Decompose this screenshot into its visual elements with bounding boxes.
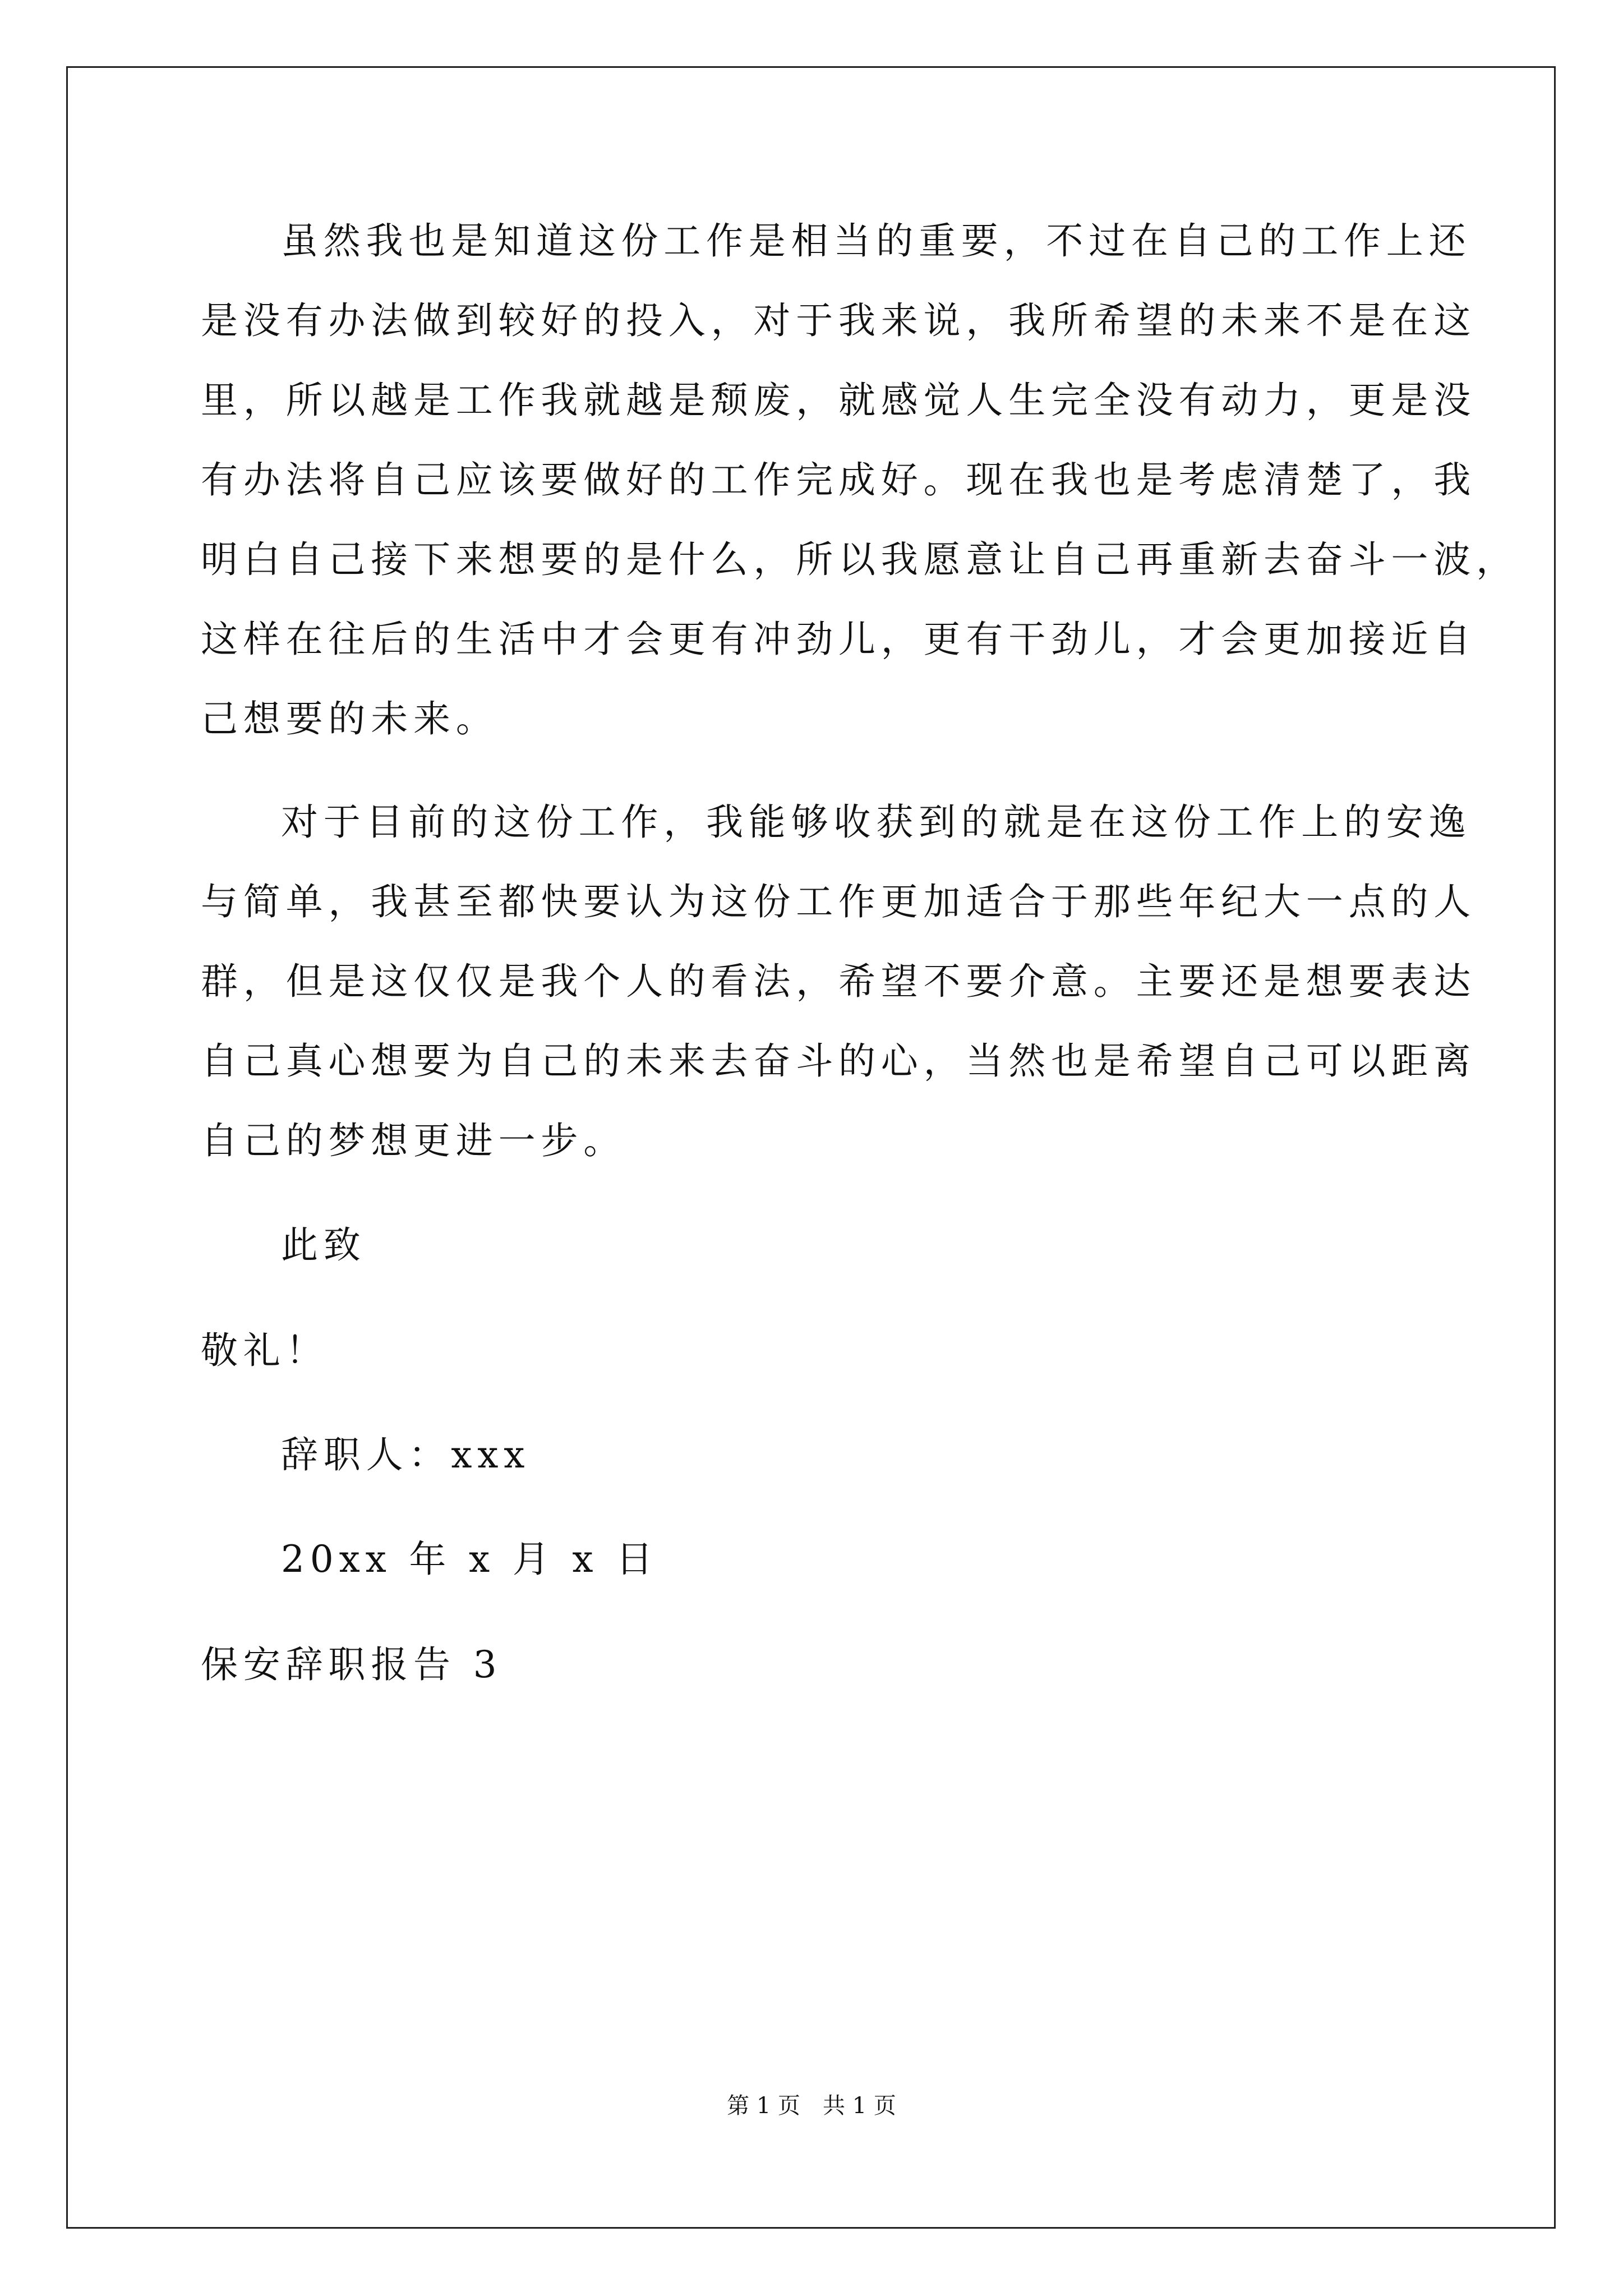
paragraph-1-line-1: 虽然我也是知道这份工作是相当的重要，不过在自己的工作上还 [281, 219, 1472, 263]
salutation-text: 敬礼！ [201, 1329, 329, 1372]
signature-text: 辞职人：xxx [281, 1433, 531, 1476]
paragraph-1-line-5: 明白自己接下来想要的是什么，所以我愿意让自己再重新去奋斗一波， [201, 538, 1519, 581]
paragraph-2-line-2: 与简单，我甚至都快要认为这份工作更加适合于那些年纪大一点的人 [201, 880, 1476, 923]
closing-text: 此致 [281, 1223, 366, 1267]
page-footer: 第 1 页 共 1 页 [727, 2093, 896, 2119]
paragraph-1-line-2: 是没有办法做到较好的投入，对于我来说，我所希望的未来不是在这 [201, 299, 1476, 342]
next-section-title: 保安辞职报告 3 [201, 1643, 502, 1686]
paragraph-2-line-4: 自己真心想要为自己的未来去奋斗的心，当然也是希望自己可以距离 [201, 1039, 1476, 1083]
paragraph-2-line-3: 群，但是这仅仅是我个人的看法，希望不要介意。主要还是想要表达 [201, 960, 1476, 1003]
date-text: 20xx 年 x 月 x 日 [281, 1538, 658, 1581]
paragraph-1-line-3: 里，所以越是工作我就越是颓废，就感觉人生完全没有动力，更是没 [201, 379, 1476, 422]
paragraph-2-line-1: 对于目前的这份工作，我能够收获到的就是在这份工作上的安逸 [281, 800, 1472, 844]
paragraph-1-line-6: 这样在往后的生活中才会更有冲劲儿，更有干劲儿，才会更加接近自 [201, 618, 1476, 661]
paragraph-2-line-5: 自己的梦想更进一步。 [201, 1119, 626, 1162]
paragraph-1-line-7: 己想要的未来。 [201, 697, 499, 740]
paragraph-1-line-4: 有办法将自己应该要做好的工作完成好。现在我也是考虑清楚了，我 [201, 458, 1476, 501]
